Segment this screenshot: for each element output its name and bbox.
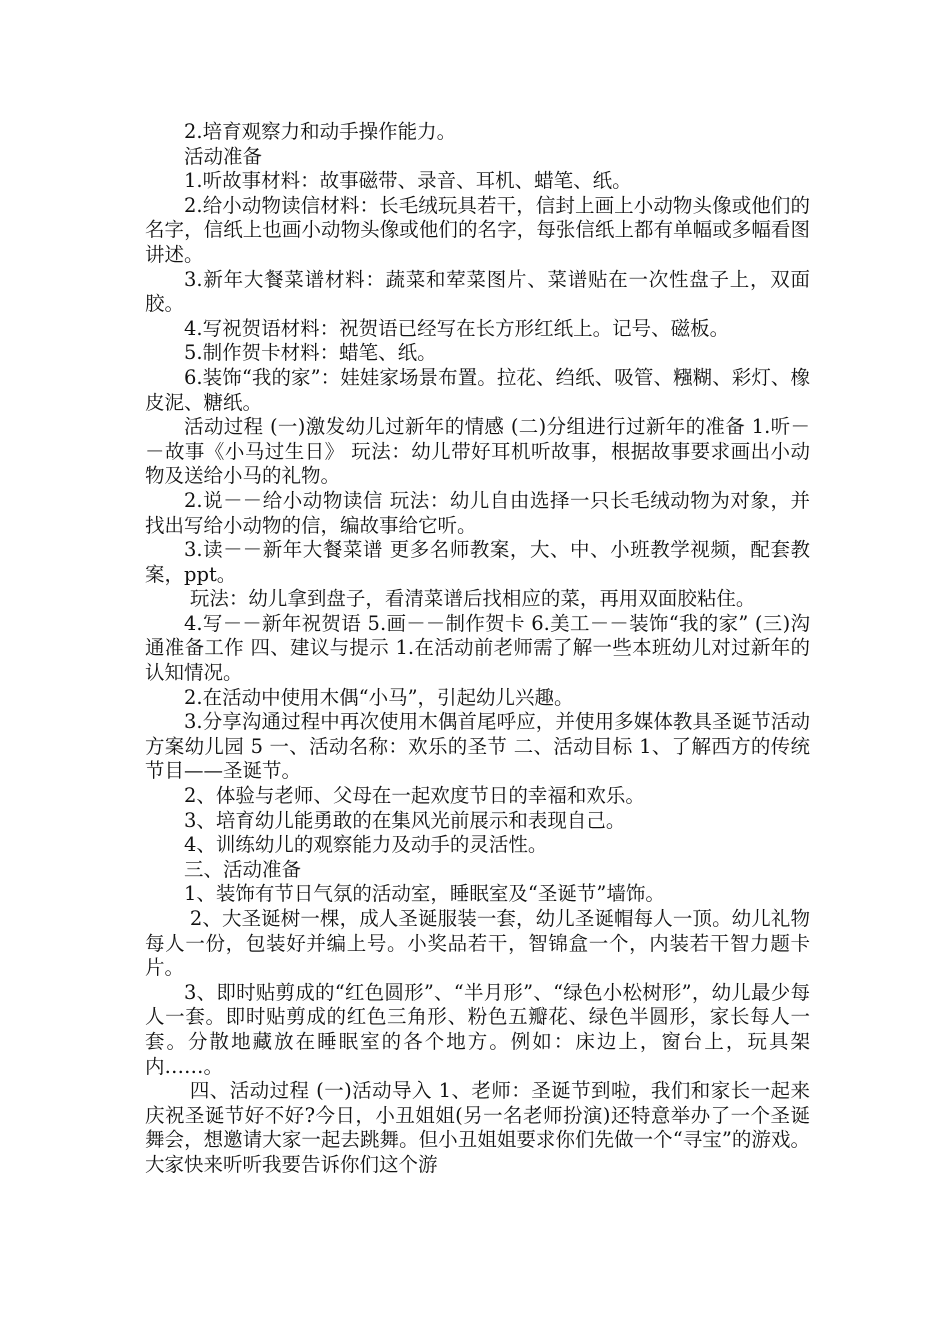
paragraph: 玩法：幼儿拿到盘子，看清菜谱后找相应的菜，再用双面胶粘住。 (189, 587, 756, 611)
paragraph: 四、活动过程 (一)活动导入 1、老师：圣诞节到啦，我们和家长一起来庆祝圣诞节好不好?今日，小丑姐姐(另一名老师扮演)还特意举办了一个圣诞舞会，想邀请大家一起去跳舞。但小丑姐姐要求你们先做一个“寻宝”的游戏。大家快来听听我要告诉你们这个游 (145, 1079, 810, 1176)
paragraph: 活动过程 (一)激发幼儿过新年的情感 (二)分组进行过新年的准备 1.听－－故事《小马过生日》 玩法：幼儿带好耳机听故事，根据故事要求画出小动物及送给小马的礼物。 (145, 415, 810, 488)
paragraph: 2、大圣诞树一棵，成人圣诞服装一套，幼儿圣诞帽每人一顶。幼儿礼物每人一份，包装好并编上号。小奖品若干，智锦盒一个，内装若干智力题卡片。 (145, 907, 810, 980)
paragraph: 4.写祝贺语材料：祝贺语已经写在长方形红纸上。记号、磁板。 (184, 316, 730, 340)
paragraph: 4、训练幼儿的观察能力及动手的灵活性。 (184, 833, 548, 857)
document-body (145, 120, 810, 1178)
paragraph: 2.在活动中使用木偶“小马”，引起幼儿兴趣。 (184, 685, 574, 709)
paragraph: 2.给小动物读信材料：长毛绒玩具若干，信封上画上小动物头像或他们的名字，信纸上也画小动物头像或他们的名字，每张信纸上都有单幅或多幅看图讲述。 (145, 193, 810, 266)
paragraph: 3.分享沟通过程中再次使用木偶首尾呼应，并使用多媒体教具圣诞节活动方案幼儿园 5 一、活动名称：欢乐的圣节 二、活动目标 1、了解西方的传统节目——圣诞节。 (145, 710, 810, 783)
paragraph: 1、装饰有节日气氛的活动室，睡眠室及“圣诞节”墙饰。 (184, 882, 665, 906)
paragraph: 3.读－－新年大餐菜谱 更多名师教案，大、中、小班教学视频，配套教案，ppt。 (145, 538, 810, 586)
paragraph: 2.说－－给小动物读信 玩法：幼儿自由选择一只长毛绒动物为对象，并找出写给小动物的信，编故事给它听。 (145, 488, 810, 537)
paragraph: 3、即时贴剪成的“红色圆形”、“半月形”、“绿色小松树形”，幼儿最少每人一套。即时贴剪成的红色三角形、粉色五瓣花、绿色半圆形，家长每人一套。分散地藏放在睡眠室的各个地方。例如：床边上，窗台上，玩具架内……。 (145, 980, 810, 1078)
paragraph: 6.装饰“我的家”：娃娃家场景布置。拉花、绉纸、吸管、糨糊、彩灯、橡皮泥、糖纸。 (145, 365, 810, 414)
section-heading-activity-preparation: 活动准备 (184, 144, 263, 168)
paragraph: 2.培育观察力和动手操作能力。 (184, 120, 457, 143)
paragraph: 3.新年大餐菜谱材料：蔬菜和荤菜图片、菜谱贴在一次性盘子上，双面胶。 (145, 267, 810, 316)
section-heading-activity-preparation-3: 三、活动准备 (184, 857, 302, 881)
paragraph: 3、培育幼儿能勇敢的在集风光前展示和表现自己。 (184, 808, 626, 832)
paragraph: 2、体验与老师、父母在一起欢度节日的幸福和欢乐。 (184, 784, 645, 808)
paragraph: 5.制作贺卡材料：蜡笔、纸。 (184, 341, 437, 365)
paragraph: 1.听故事材料：故事磁带、录音、耳机、蜡笔、纸。 (184, 169, 632, 193)
paragraph: 4.写－－新年祝贺语 5.画－－制作贺卡 6.美工－－装饰“我的家” (三)沟通准备工作 四、建议与提示 1.在活动前老师需了解一些本班幼儿对过新年的认知情况。 (145, 611, 810, 685)
